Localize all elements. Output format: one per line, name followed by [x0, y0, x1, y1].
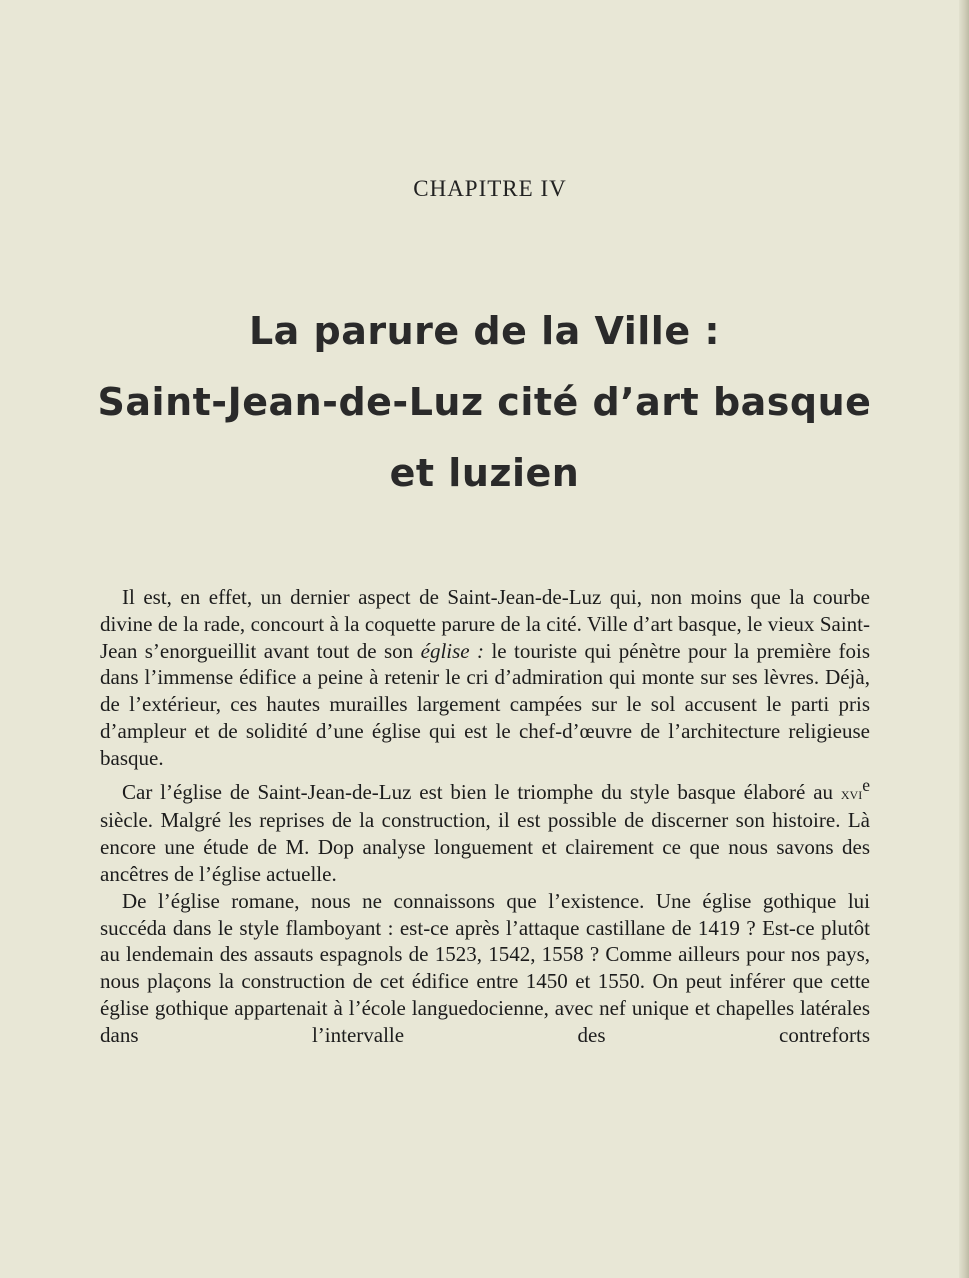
paragraph-2-text-b: siècle. Malgré les reprises de la construction, il est possible de discerner son histoire. Là encore une étude de M. Dop analyse longuement et clairement ce que nous savons des ancêtres de l’église actuelle.	[100, 808, 870, 886]
title-line-3: et luzien	[389, 451, 580, 495]
paragraph-2-text-a: Car l’église de Saint-Jean-de-Luz est bien le triomphe du style basque élaboré au	[122, 779, 841, 804]
paragraph-1-text-b: le touriste qui pénètre pour la première fois dans l’immense édifice a peine à retenir le cri d’admiration qui monte sur ses lèvres. Déjà, de l’extérieur, ces hautes murailles largement campées sur le sol accusent le parti pris d’ampleur et de solidité d’une église qui est le chef-d’œuvre de l’architecture religieuse basque.	[100, 638, 870, 770]
paragraph-2-century-sup: e	[862, 774, 870, 795]
chapter-heading: CHAPITRE IV	[413, 176, 567, 201]
paragraph-1-text-a: Il est, en effet, un dernier aspect de Saint-Jean-de-Luz qui, non moins que la courbe divine de la rade, concourt à la coquette parure de la cité. Ville d’art basque, le vieux Saint-Jean s’enorgueillit avant tout de son	[100, 585, 870, 663]
title-line-2: Saint-Jean-de-Luz cité d’art basque	[97, 380, 872, 424]
paragraph-1	[100, 584, 870, 772]
body-text	[100, 584, 870, 1049]
title-line-1: La parure de la Ville :	[248, 309, 721, 353]
paragraph-2-century: xvi	[840, 783, 863, 803]
chapter-title	[0, 296, 969, 509]
paragraph-2	[100, 772, 870, 888]
paragraph-1-emphasis: église :	[420, 638, 485, 663]
paragraph-3: De l’église romane, nous ne connaissons que l’existence. Une église gothique lui succéda dans le style flamboyant : est-ce après l’attaque castillane de 1419 ? Est-ce plutôt au lendemain des assauts espagnols de 1523, 1542, 1558 ? Comme ailleurs pour nos pays, nous plaçons la construction de cet édifice entre 1450 et 1550. On peut inférer que cette église gothique appartenait à l’école languedocienne, avec nef unique et chapelles latérales dans l’intervalle des contreforts	[100, 888, 870, 1047]
